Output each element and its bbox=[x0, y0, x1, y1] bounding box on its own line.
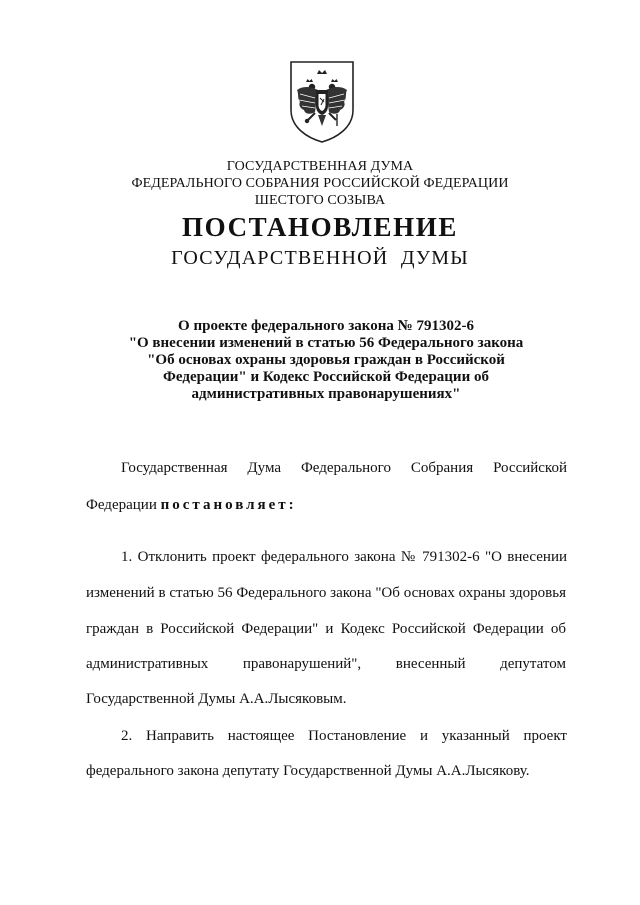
preamble-line: Государственная Дума Федерального Собрания Российской bbox=[121, 460, 567, 476]
header-line-3: ШЕСТОГО СОЗЫВА bbox=[254, 193, 386, 208]
russian-double-headed-eagle-icon bbox=[288, 60, 356, 144]
subject-line: О проекте федерального закона № 791302-6 bbox=[178, 318, 474, 334]
item-1-line: 1. Отклонить проект федерального закона № 791302-6 "О внесении bbox=[121, 549, 567, 565]
header-line-1: ГОСУДАРСТВЕННАЯ ДУМА bbox=[226, 159, 414, 174]
resolves-keyword: постановляет: bbox=[160, 497, 297, 513]
subject-line: Федерации" и Кодекс Российской Федерации об bbox=[163, 369, 489, 385]
item-2-line: федерального закона депутату Государственной Думы А.А.Лысякову. bbox=[86, 763, 530, 779]
document-title: ПОСТАНОВЛЕНИЕ bbox=[182, 212, 458, 242]
preamble-federation: Федерации bbox=[86, 497, 161, 513]
item-1-line: Государственной Думы А.А.Лысяковым. bbox=[86, 691, 347, 707]
item-1-line: изменений в статью 56 Федерального закона "Об основах охраны здоровья bbox=[86, 585, 566, 601]
item-1-line: административных правонарушений", внесенный депутатом bbox=[86, 656, 566, 672]
item-1-line: граждан в Российской Федерации" и Кодекс Российской Федерации об bbox=[86, 621, 566, 637]
subject-line: "О внесении изменений в статью 56 Федерального закона bbox=[128, 335, 524, 351]
subject-line: "Об основах охраны здоровья граждан в Российской bbox=[147, 352, 505, 368]
preamble-line bbox=[86, 497, 566, 514]
parliament-header bbox=[0, 158, 640, 209]
document-subject bbox=[0, 318, 640, 403]
header-line-2: ФЕДЕРАЛЬНОГО СОБРАНИЯ РОССИЙСКОЙ ФЕДЕРАЦИИ bbox=[131, 176, 509, 191]
item-2-line: 2. Направить настоящее Постановление и указанный проект bbox=[121, 728, 567, 744]
subject-line: административных правонарушениях" bbox=[191, 386, 461, 402]
document-subtitle: ГОСУДАРСТВЕННОЙ ДУМЫ bbox=[171, 247, 469, 269]
